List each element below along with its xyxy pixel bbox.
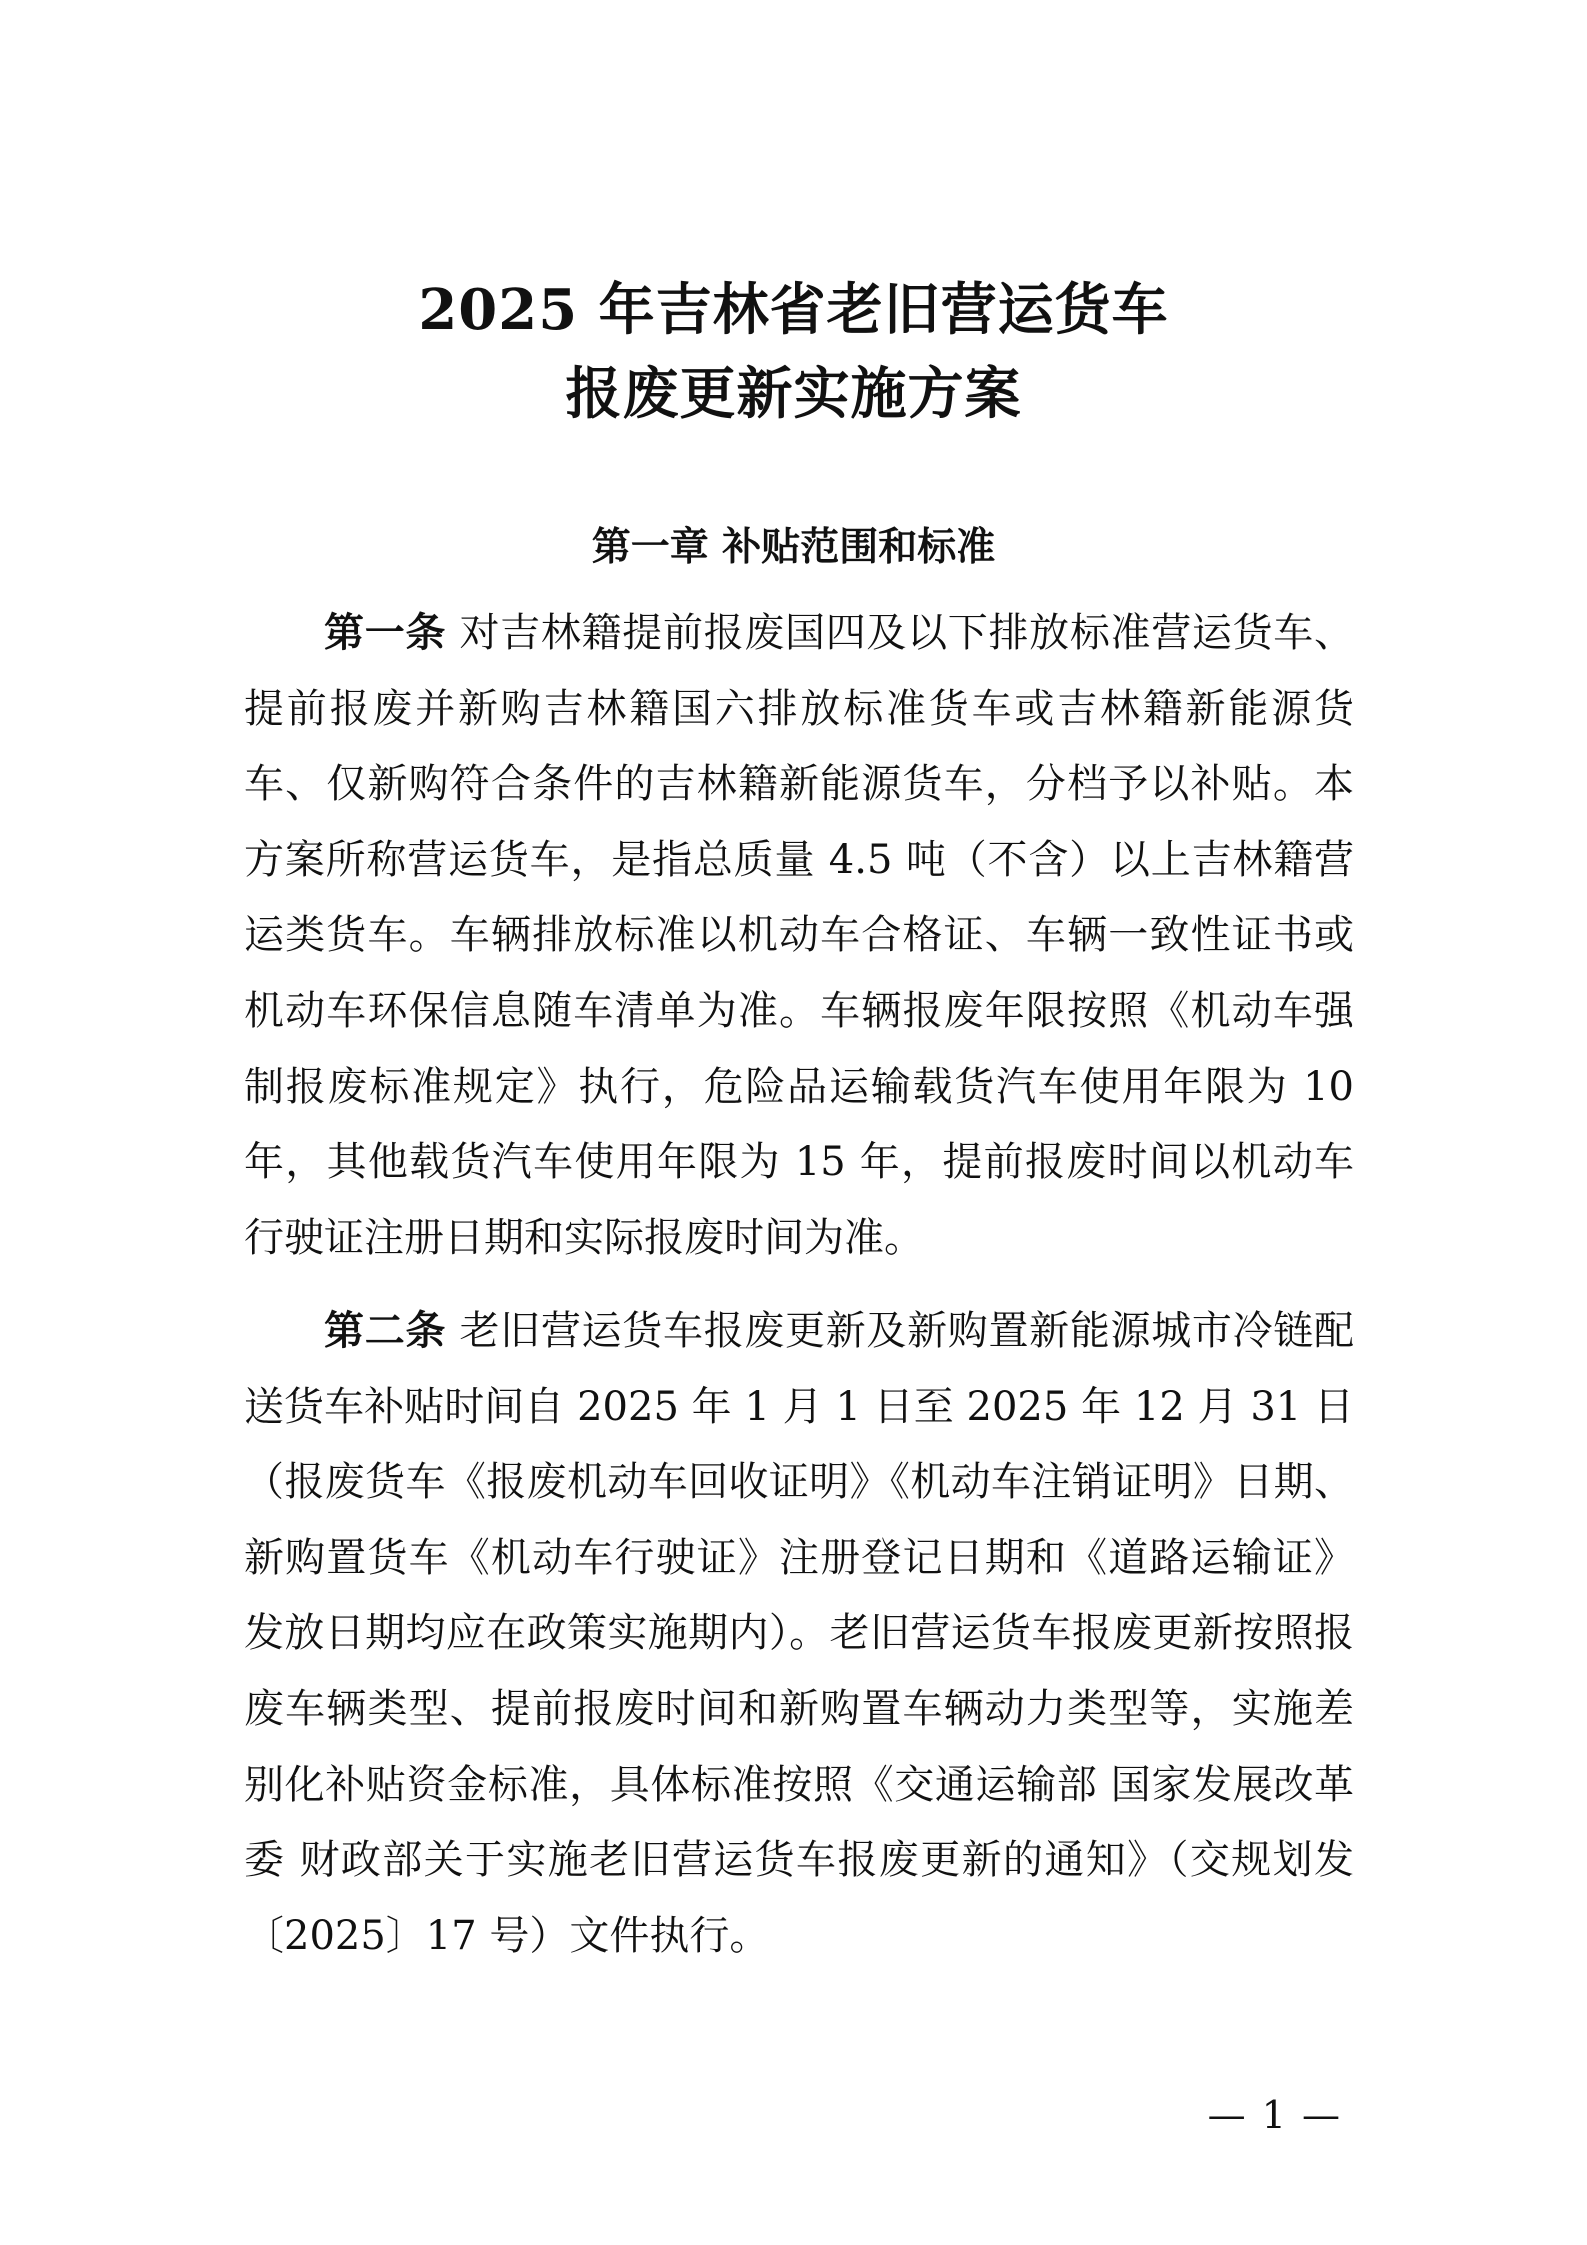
article-2-number: 第二条 [324, 1308, 447, 1354]
article-2-paragraph [244, 1294, 1354, 1974]
article-1-number: 第一条 [324, 610, 447, 656]
page-number: — 1 — [1207, 2093, 1342, 2137]
document-title-line-1: 2025 年吉林省老旧营运货车 [418, 277, 1169, 343]
article-2-spacer [446, 1308, 459, 1354]
article-1-spacer [446, 610, 459, 656]
article-2-text: 老旧营运货车报废更新及新购置新能源城市冷链配送货车补贴时间自 2025 年 1 月 1 日至 2025 年 12 月 31 日（报废货车《报废机动车回收证明》《机动车注销证明》日期、新购置货车《机动车行驶证》注册登记日期和《道路运输证》发放日期均应在政策实施期内）。老旧营运货车报废更新按照报废车辆类型、提前报废时间和新购置车辆动力类型等，实施差别化补贴资金标准，具体标准按照《交通运输部 国家发展改革委 财政部关于实施老旧营运货车报废更新的通知》（交规划发〔2025〕17 号）文件执行。 [244, 1308, 1354, 1959]
article-1-text: 对吉林籍提前报废国四及以下排放标准营运货车、提前报废并新购吉林籍国六排放标准货车或吉林籍新能源货车、仅新购符合条件的吉林籍新能源货车，分档予以补贴。本方案所称营运货车，是指总质量 4.5 吨（不含）以上吉林籍营运类货车。车辆排放标准以机动车合格证、车辆一致性证书或机动车环保信息随车清单为准。车辆报废年限按照《机动车强制报废标准规定》执行，危险品运输载货汽车使用年限为 10 年，其他载货汽车使用年限为 15 年，提前报废时间以机动车行驶证注册日期和实际报废时间为准。 [244, 610, 1354, 1261]
article-1-paragraph [244, 596, 1354, 1276]
document-title-line-2: 报废更新实施方案 [565, 361, 1022, 427]
chapter-heading: 第一章 补贴范围和标准 [591, 525, 996, 570]
